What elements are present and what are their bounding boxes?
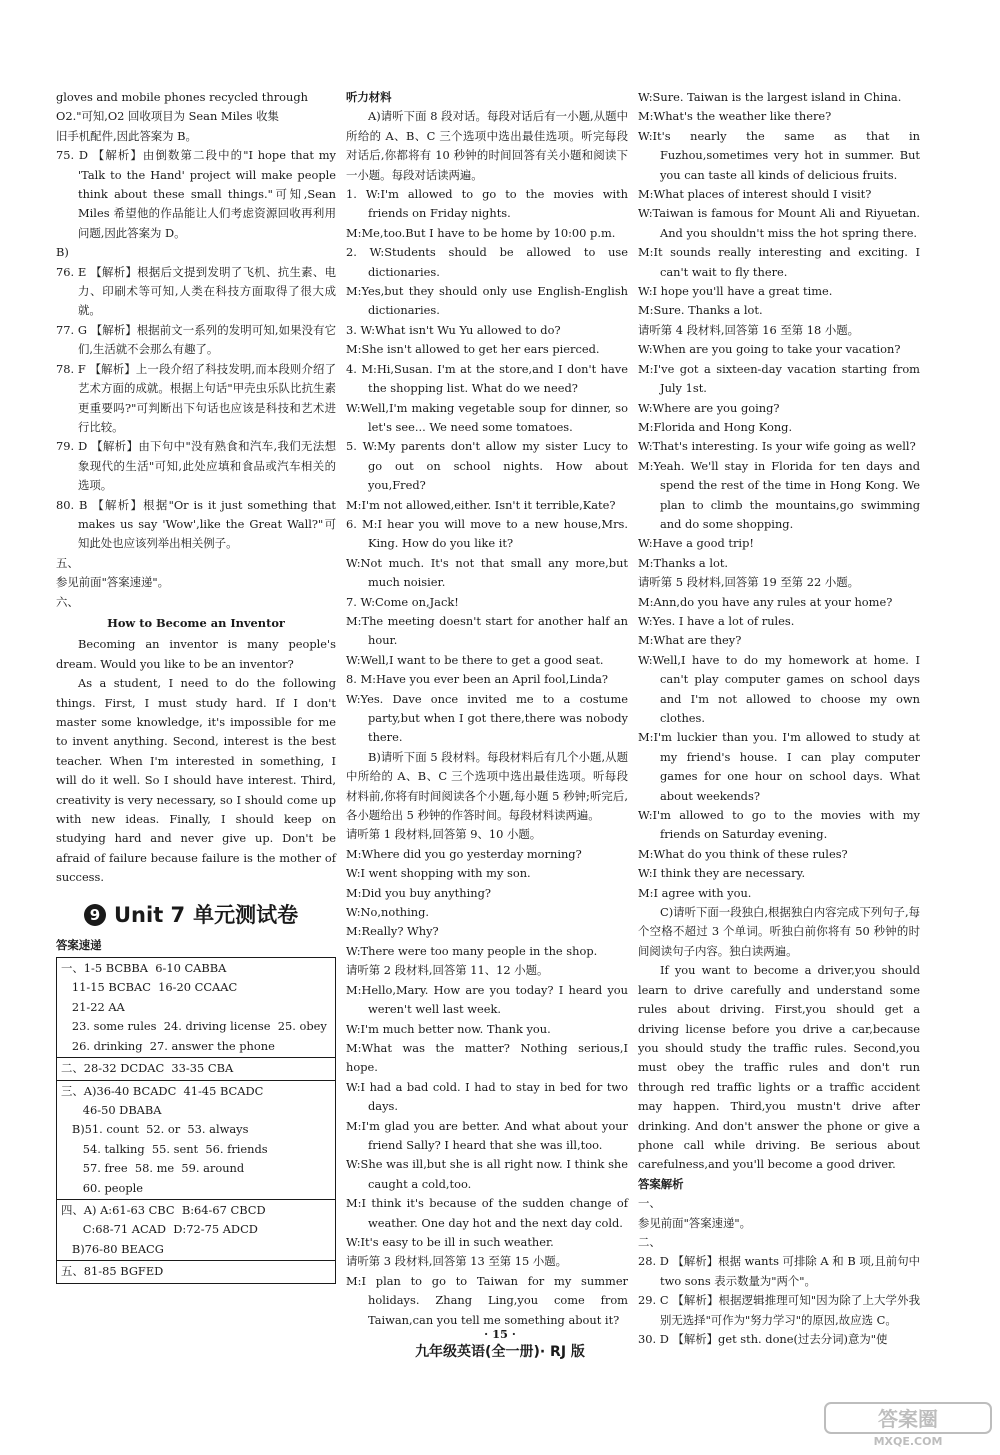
- transcript-line: B)请听下面 5 段材料。每段材料后有几个小题,从题中所给的 A、B、C 三个选项中选出最佳选项。听每段材料前,你将有时间阅读各个小题,每小题 5 秒钟;听完后,各小题给出 5 秒钟的作答时间。每段材料读两遍。: [346, 749, 628, 823]
- transcript-line: 二、: [638, 1234, 661, 1249]
- transcript-line: M:She isn't allowed to get her ears pierced.: [346, 342, 600, 357]
- transcript-line: M:Sure. Thanks a lot.: [638, 303, 763, 318]
- page-number: · 15 ·: [484, 1327, 516, 1341]
- transcript-line: M:I'm glad you are better. And what about your friend Sally? I heard that she was ill,too.: [346, 1118, 628, 1152]
- section-6-label: 六、: [56, 594, 79, 609]
- transcript-line: M:Florida and Hong Kong.: [638, 419, 793, 434]
- answer-key-line: 11-15 BCBAC 16-20 CCAAC: [61, 980, 238, 995]
- answer-key-section: [57, 1081, 335, 1200]
- answer-key-line: 二、28-32 DCDAC 33-35 CBA: [61, 1061, 234, 1076]
- essay-paragraph: As a student, I need to do the following things. First, I must study hard. If I don't master some knowledge, it's impossible for me to invent anything. Second, interest is the best teacher. When I'm interested in something, I will do it well. So I should have interest. Third, creativity is very necessary, so I should come up with new ideas. Finally, I should keep on studying hard and never give up. Don't be afraid of failure because failure is the mother of success.: [56, 676, 336, 885]
- transcript-line: If you want to become a driver,you should learn to drive carefully and understand some rules about driving. First,you should get a driving license before you drive a car,because you should study the traffic rules. Second,you must obey the traffic rules and don't run through red traffic lights or a traffic accident may happen. Third,you mustn't drive after drinking. And don't answer the phone or give a phone call while driving. Be serious about carefulness,and you'll become a good driver.: [638, 963, 920, 1172]
- unit-title: Unit 7: [114, 902, 186, 927]
- transcript-line: 请听第 1 段材料,回答第 9、10 小题。: [346, 827, 542, 842]
- answer-key-section: [57, 1200, 335, 1261]
- transcript-line: W:Well,I have to do my homework at home. I can't play computer games on school days and I'm not allowed to choose my own clothes.: [638, 652, 920, 725]
- answer-key-line: 五、81-85 BGFED: [61, 1264, 164, 1279]
- intro-line: gloves and mobile phones recycled through: [56, 90, 308, 104]
- answer-key-line: B)76-80 BEACG: [61, 1241, 164, 1256]
- transcript-line: 4. M:Hi,Susan. I'm at the store,and I don't have the shopping list. What do we need?: [346, 361, 628, 396]
- transcript-line: 6. M:I hear you will move to a new house,Mrs. King. How do you like it?: [346, 516, 628, 551]
- answer-explanation: 80. B 【解析】根据"Or is it just something that makes us say 'Wow',like the Great Wall?"可知此处也应该列举出相关例子。: [56, 497, 336, 551]
- transcript-line: M:What's the weather like there?: [638, 109, 832, 124]
- transcript-line: M:What do you think of these rules?: [638, 846, 848, 861]
- unit-number-badge: 9: [84, 904, 106, 926]
- transcript-line: W:She was ill,but she is all right now. I think she caught a cold,too.: [346, 1157, 628, 1191]
- transcript-line: M:Me,too.But I have to be home by 10:00 p.m.: [346, 225, 616, 240]
- section-b-label: B): [56, 245, 69, 260]
- transcript-line: 30. D 【解析】get sth. done(过去分词)意为"使: [638, 1332, 888, 1346]
- transcript-line: M:Really? Why?: [346, 924, 439, 939]
- transcript-line: W:Yes. Dave once invited me to a costume party,but when I got there,there was nobody there.: [346, 691, 628, 745]
- answer-key-section: [57, 958, 335, 1058]
- unit-subtitle: 单元测试卷: [193, 902, 299, 927]
- transcript-line: A)请听下面 8 段对话。每段对话后有一小题,从题中所给的 A、B、C 三个选项中选出最佳选项。听完每段对话后,你都将有 10 秒钟的时间回答有关小题和阅读下一小题。每段对话读两遍。: [346, 109, 628, 182]
- answers-heading: 答案速递: [56, 937, 102, 952]
- listening-heading: 听力材料: [346, 90, 392, 104]
- transcript-line: M:I'm luckier than you. I'm allowed to study at my friend's house. I can play computer games for one hour on school days. What about weekends?: [638, 730, 920, 803]
- transcript-line: M:Where did you go yesterday morning?: [346, 846, 582, 861]
- transcript-line: 2. W:Students should be allowed to use dictionaries.: [346, 245, 628, 279]
- transcript-line: W:There were too many people in the shop.: [346, 943, 598, 958]
- transcript-line: M:Ann,do you have any rules at your home?: [638, 594, 893, 609]
- right-column: [638, 88, 920, 1349]
- transcript-line: W:Taiwan is famous for Mount Ali and Riyuetan. And you shouldn't miss the hot spring there.: [638, 206, 920, 240]
- transcript-line: 3. W:What isn't Wu Yu allowed to do?: [346, 322, 561, 337]
- transcript-line: W:No,nothing.: [346, 905, 429, 920]
- transcript-line: 参见前面"答案速递"。: [638, 1215, 751, 1230]
- book-title: 九年级英语(全一册)· RJ 版: [415, 1344, 585, 1360]
- transcript-line: W:I think they are necessary.: [638, 866, 806, 881]
- answer-key-line: 21-22 AA: [61, 999, 125, 1014]
- transcript-line: M:I've got a sixteen-day vacation starting from July 1st.: [638, 361, 920, 396]
- transcript-line: M:What places of interest should I visit?: [638, 187, 872, 202]
- answer-explanations-a: [56, 146, 336, 243]
- svg-text:MXQE.COM: MXQE.COM: [873, 1435, 943, 1448]
- answer-key-line: 26. drinking 27. answer the phone: [61, 1038, 275, 1053]
- listening-transcript: [346, 107, 628, 1330]
- transcript-line: 7. W:Come on,Jack!: [346, 594, 459, 609]
- intro-text: [56, 88, 336, 146]
- transcript-line: 5. W:My parents don't allow my sister Lucy to go out on school nights. How about you,Fred?: [346, 439, 628, 493]
- transcript-line: M:What was the matter? Nothing serious,I hope.: [346, 1040, 628, 1075]
- answer-key-line: 57. free 58. me 59. around: [61, 1161, 245, 1176]
- transcript-line: 28. D 【解析】根据 wants 可排除 A 和 B 项,且前句中 two sons 表示数量为"两个"。: [638, 1254, 920, 1288]
- transcript-line: W:Not much. It's not that small any more,but much noisier.: [346, 555, 628, 590]
- transcript-line: 29. C 【解析】根据逻辑推理可知"因为除了上大学外我别无选择"可作为"努力学习"的原因,故应选 C。: [638, 1293, 920, 1327]
- answer-key-section: [57, 1058, 335, 1080]
- svg-text:答案圈: 答案圈: [878, 1407, 938, 1431]
- transcript-line: W:It's easy to be ill in such weather.: [346, 1234, 554, 1249]
- transcript-line: C)请听下面一段独白,根据独白内容完成下列句子,每个空格不超过 3 个单词。听独白前你将有 50 秒钟的时间阅读句子内容。独白读两遍。: [638, 905, 920, 958]
- transcript-line: W:I hope you'll have a great time.: [638, 284, 833, 299]
- answer-key-line: 46-50 DBABA: [61, 1102, 162, 1117]
- transcript-line: W:Well,I want to be there to get a good seat.: [346, 652, 604, 667]
- watermark-logo: [824, 1402, 992, 1448]
- intro-line: 旧手机配件,因此答案为 B。: [56, 128, 197, 143]
- transcript-line: M:I plan to go to Taiwan for my summer holidays. Zhang Ling,you come from Taiwan,can you tell me something about it?: [346, 1273, 628, 1327]
- transcript-line: M:I think it's because of the sudden change of weather. One day hot and the next day cold.: [346, 1196, 628, 1230]
- essay-title: How to Become an Inventor: [107, 615, 285, 630]
- transcript-line: 请听第 5 段材料,回答第 19 至第 22 小题。: [638, 575, 860, 590]
- transcript-line: W:Have a good trip!: [638, 536, 754, 551]
- answer-explanation: 76. E 【解析】根据后文提到发明了飞机、抗生素、电力、印刷术等可知,人类在科技方面取得了很大成就。: [56, 264, 336, 318]
- transcript-line: W:When are you going to take your vacation?: [638, 342, 901, 357]
- transcript-line: W:I'm allowed to go to the movies with my friends on Saturday evening.: [638, 808, 920, 842]
- transcript-line: W:I'm much better now. Thank you.: [346, 1021, 551, 1036]
- transcript-line: 答案解析: [638, 1176, 684, 1191]
- transcript-line: 一、: [638, 1196, 661, 1211]
- section-5-label: 五、: [56, 555, 79, 570]
- transcript-line: 请听第 3 段材料,回答第 13 至第 15 小题。: [346, 1254, 568, 1269]
- transcript-line: W:I went shopping with my son.: [346, 866, 531, 881]
- transcript-line: W:Sure. Taiwan is the largest island in China.: [638, 90, 902, 104]
- answer-key-line: 23. some rules 24. driving license 25. obey: [61, 1019, 327, 1034]
- transcript-line: W:Where are you going?: [638, 400, 780, 415]
- transcript-line: 请听第 4 段材料,回答第 16 至第 18 小题。: [638, 322, 860, 337]
- answer-explanation: 78. F 【解析】上一段介绍了科技发明,而本段则介绍了艺术方面的成就。根据上句话"甲壳虫乐队比抗生素更重要吗?"可判断出下句话也应该是科技和艺术进行比较。: [56, 361, 336, 434]
- transcript-line: M:I agree with you.: [638, 885, 752, 900]
- transcript-line: M:Yes,but they should only use English-English dictionaries.: [346, 284, 628, 318]
- essay-paragraph: Becoming an inventor is many people's dream. Would you like to be an inventor?: [56, 637, 336, 671]
- intro-line: O2."可知,O2 回收项目为 Sean Miles 收集: [56, 109, 279, 124]
- transcript-line: 1. W:I'm allowed to go to the movies with friends on Friday nights.: [346, 187, 628, 221]
- transcript-line: M:Hello,Mary. How are you today? I heard you weren't well last week.: [346, 982, 628, 1017]
- answer-key-section: [57, 1261, 335, 1282]
- transcript-line: M:Thanks a lot.: [638, 555, 729, 570]
- transcript-line: M:What are they?: [638, 633, 742, 648]
- transcript-line: M:I'm not allowed,either. Isn't it terrible,Kate?: [346, 497, 616, 512]
- transcript-line: W:I had a bad cold. I had to stay in bed for two days.: [346, 1079, 628, 1114]
- answer-key-line: B)51. count 52. or 53. always: [61, 1122, 249, 1137]
- transcript-continued: [638, 88, 920, 1349]
- answer-explanations-b: [56, 263, 336, 554]
- essay-body: [56, 635, 336, 887]
- answer-key-line: 60. people: [61, 1180, 144, 1195]
- transcript-line: M:It sounds really interesting and exciting. I can't wait to fly there.: [638, 245, 920, 279]
- transcript-line: W:It's nearly the same as that in Fuzhou,sometimes very hot in summer. But you can taste all kinds of delicious fruits.: [638, 128, 920, 182]
- unit-heading: [84, 900, 336, 930]
- left-column: [56, 88, 336, 1284]
- transcript-line: M:Yeah. We'll stay in Florida for ten days and spend the rest of the time in Hong Kong. We plan to climb the mountains,go swimming and do some shopping.: [638, 458, 920, 531]
- answer-explanation: 75. D 【解析】由倒数第二段中的"I hope that my 'Talk to the Hand' project will make people think about these small things."可知,Sean Miles 希望他的作品能让人们考虑资源回收再利用问题,因此答案为 D。: [56, 148, 336, 240]
- answer-explanation: 77. G 【解析】根据前文一系列的发明可知,如果没有它们,生活就不会那么有趣了。: [56, 322, 336, 357]
- transcript-line: M:The meeting doesn't start for another half an hour.: [346, 613, 628, 648]
- answer-key-line: 54. talking 55. sent 56. friends: [61, 1141, 268, 1156]
- answer-key-line: 四、A) A:61-63 CBC B:64-67 CBCD: [61, 1202, 266, 1217]
- transcript-line: 请听第 2 段材料,回答第 11、12 小题。: [346, 963, 549, 978]
- answer-key-line: 三、A)36-40 BCADC 41-45 BCADC: [61, 1083, 264, 1098]
- answer-explanation: 79. D 【解析】由下句中"没有熟食和汽车,我们无法想象现代的生活"可知,此处应填和食品或汽车相关的选项。: [56, 439, 336, 493]
- transcript-line: W:That's interesting. Is your wife going as well?: [638, 439, 916, 454]
- transcript-line: W:Well,I'm making vegetable soup for dinner, so let's see... We need some tomatoes.: [346, 400, 628, 434]
- answer-key-line: 一、1-5 BCBBA 6-10 CABBA: [61, 961, 227, 976]
- middle-column: [346, 88, 628, 1330]
- answer-key-line: C:68-71 ACAD D:72-75 ADCD: [61, 1222, 258, 1237]
- section-5-text: 参见前面"答案速递"。: [56, 575, 169, 590]
- transcript-line: 8. M:Have you ever been an April fool,Linda?: [346, 672, 609, 687]
- transcript-line: W:Yes. I have a lot of rules.: [638, 613, 795, 628]
- transcript-line: M:Did you buy anything?: [346, 885, 491, 900]
- answer-key-box: [56, 957, 336, 1284]
